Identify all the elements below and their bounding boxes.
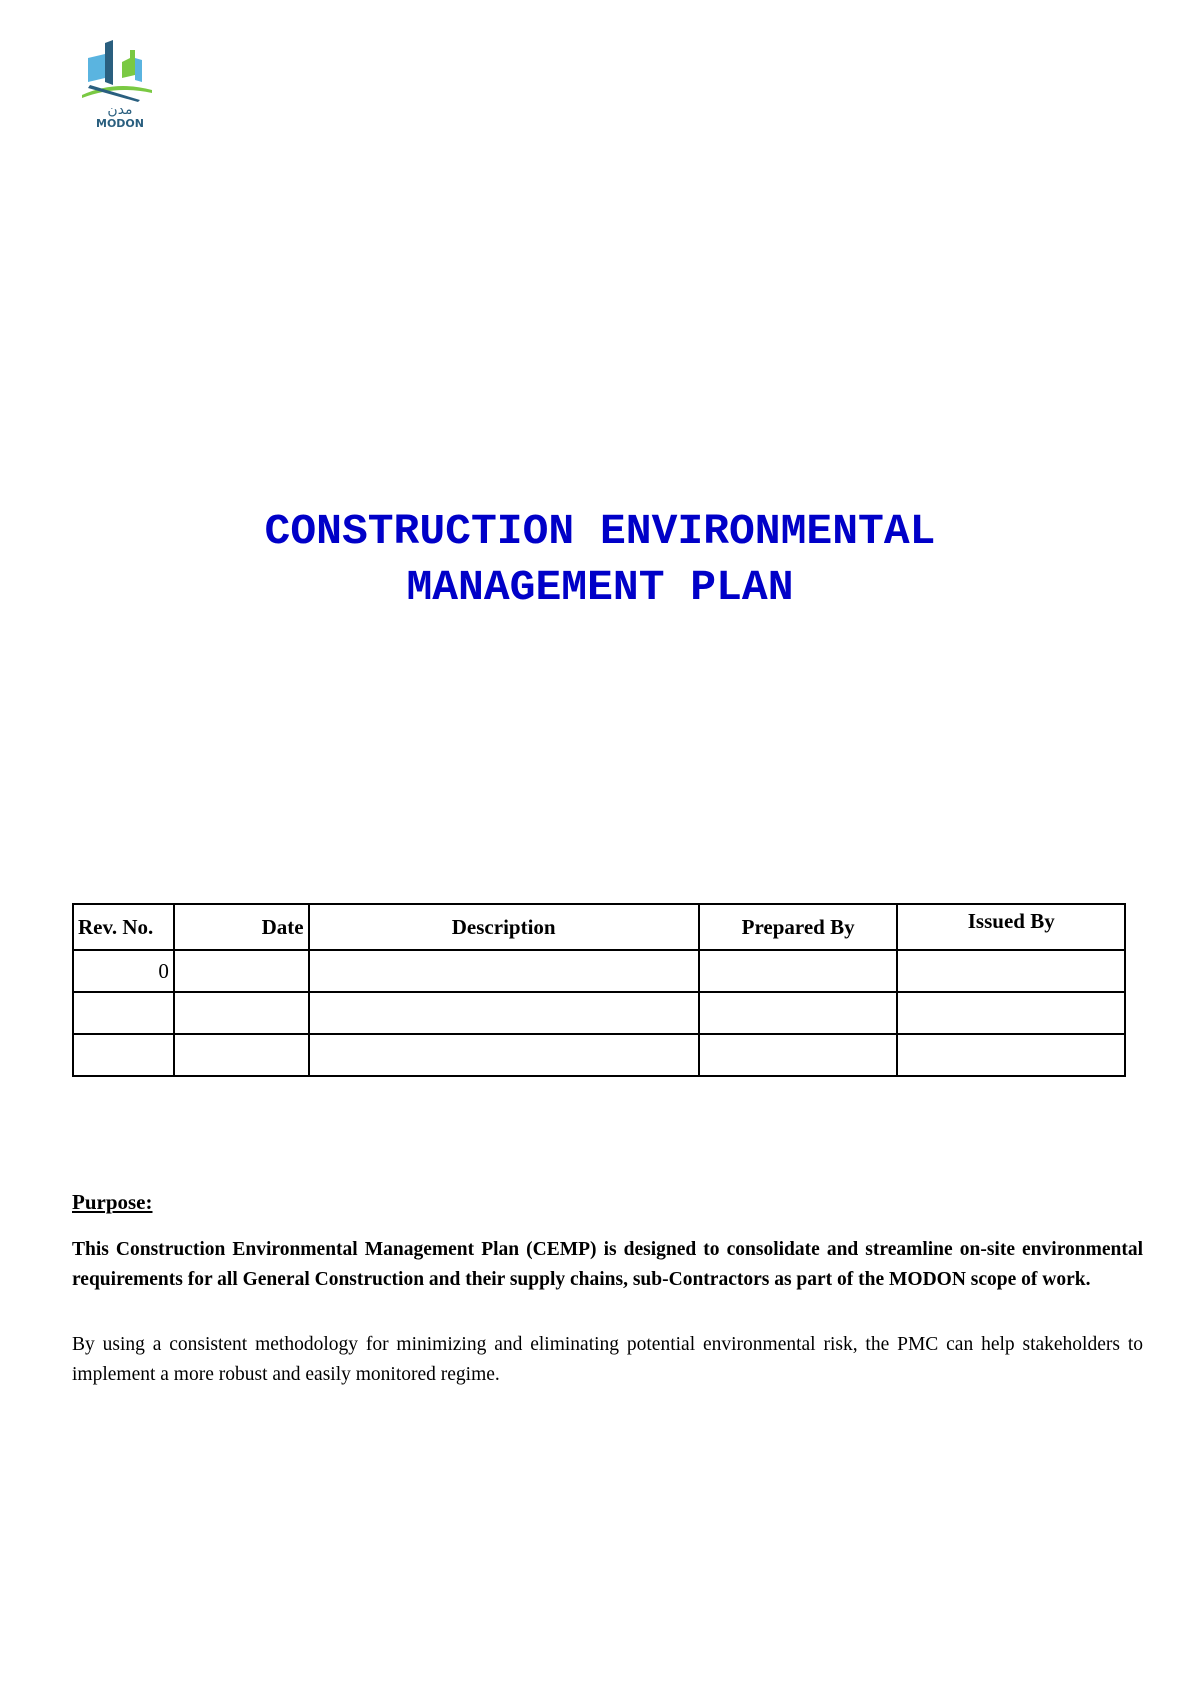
- table-header-row: [73, 904, 1125, 950]
- table-row: [73, 1034, 1125, 1076]
- svg-text:مدن: مدن: [107, 102, 133, 118]
- cell-date: [174, 1034, 309, 1076]
- table-row: [73, 950, 1125, 992]
- cell-issued-by: [897, 1034, 1125, 1076]
- header-issued-by: Issued By: [897, 904, 1125, 950]
- cell-rev-no: [73, 992, 174, 1034]
- header-rev-no: Rev. No.: [73, 904, 174, 950]
- table-row: [73, 992, 1125, 1034]
- cell-description: [309, 1034, 699, 1076]
- cell-issued-by: [897, 992, 1125, 1034]
- cell-description: [309, 992, 699, 1034]
- cell-prepared-by: [699, 950, 898, 992]
- cell-rev-no: [73, 1034, 174, 1076]
- header-date: Date: [174, 904, 309, 950]
- cell-rev-no: 0: [73, 950, 174, 992]
- header-description: Description: [309, 904, 699, 950]
- svg-text:MODON: MODON: [96, 117, 144, 130]
- purpose-heading: Purpose:: [72, 1190, 153, 1214]
- header-prepared-by: Prepared By: [699, 904, 898, 950]
- revision-table: [72, 903, 1126, 1077]
- document-title-line-1: CONSTRUCTION ENVIRONMENTAL: [264, 507, 936, 556]
- cell-prepared-by: [699, 1034, 898, 1076]
- cell-issued-by: [897, 950, 1125, 992]
- cell-prepared-by: [699, 992, 898, 1034]
- cell-description: [309, 950, 699, 992]
- purpose-paragraph-2: By using a consistent methodology for minimizing and eliminating potential environmental risk, the PMC can help stakeholders to implement a more robust and easily monitored regime.: [72, 1334, 1143, 1385]
- cell-date: [174, 950, 309, 992]
- purpose-paragraph-1: This Construction Environmental Management Plan (CEMP) is designed to consolidate and streamline on-site environmental requirements for all General Construction and their supply chains, sub-Contractors as part of the MODON scope of work.: [72, 1239, 1143, 1290]
- modon-logo: [80, 40, 160, 130]
- cell-date: [174, 992, 309, 1034]
- document-title-line-2: MANAGEMENT PLAN: [406, 563, 794, 612]
